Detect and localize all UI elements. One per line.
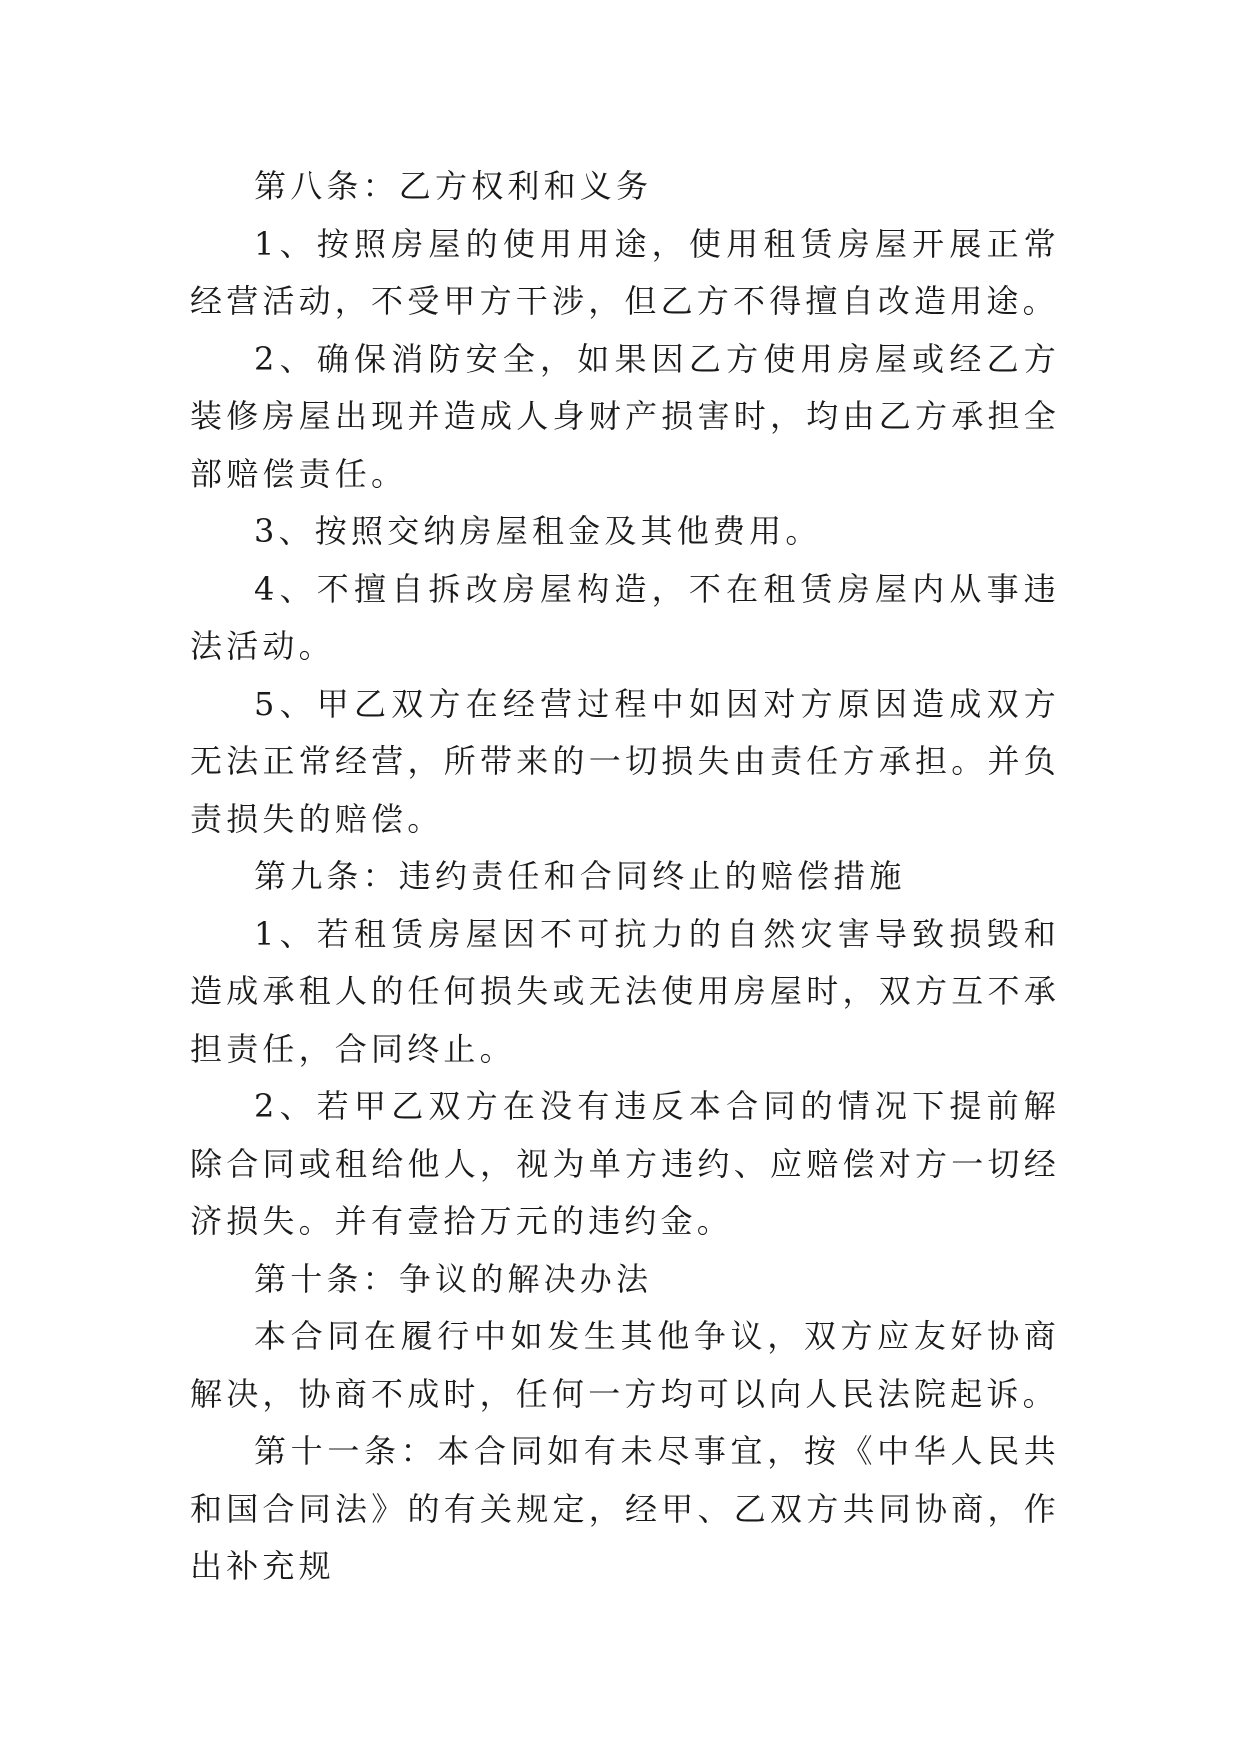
document-body bbox=[190, 158, 1060, 1596]
article-11-text: 第十一条：本合同如有未尽事宜，按《中华人民共和国合同法》的有关规定，经甲、乙双方共同协商，作出补充规 bbox=[190, 1432, 1060, 1585]
article-8-clause-2: 2、确保消防安全，如果因乙方使用房屋或经乙方装修房屋出现并造成人身财产损害时，均由乙方承担全部赔偿责任。 bbox=[190, 339, 1060, 493]
article-9-clause-1: 1、若租赁房屋因不可抗力的自然灾害导致损毁和造成承租人的任何损失或无法使用房屋时，双方互不承担责任，合同终止。 bbox=[190, 914, 1060, 1068]
article-10-heading: 第十条：争议的解决办法 bbox=[254, 1259, 653, 1298]
article-8-heading: 第八条：乙方权利和义务 bbox=[254, 167, 653, 205]
article-8-clause-3: 3、按照交纳房屋租金及其他费用。 bbox=[254, 512, 822, 550]
article-8-clause-1: 1、按照房屋的使用用途，使用租赁房屋开展正常经营活动，不受甲方干涉，但乙方不得擅自改造用途。 bbox=[190, 224, 1060, 320]
article-8-clause-4: 4、不擅自拆改房屋构造，不在租赁房屋内从事违法活动。 bbox=[190, 569, 1060, 665]
article-9-heading: 第九条：违约责任和合同终止的赔偿措施 bbox=[254, 857, 906, 895]
article-9-clause-2: 2、若甲乙双方在没有违反本合同的情况下提前解除合同或租给他人，视为单方违约、应赔偿对方一切经济损失。并有壹拾万元的违约金。 bbox=[190, 1087, 1060, 1240]
article-8-clause-5: 5、甲乙双方在经营过程中如因对方原因造成双方无法正常经营，所带来的一切损失由责任方承担。并负责损失的赔偿。 bbox=[190, 684, 1060, 838]
article-10-text: 本合同在履行中如发生其他争议，双方应友好协商解决，协商不成时，任何一方均可以向人民法院起诉。 bbox=[190, 1317, 1060, 1413]
